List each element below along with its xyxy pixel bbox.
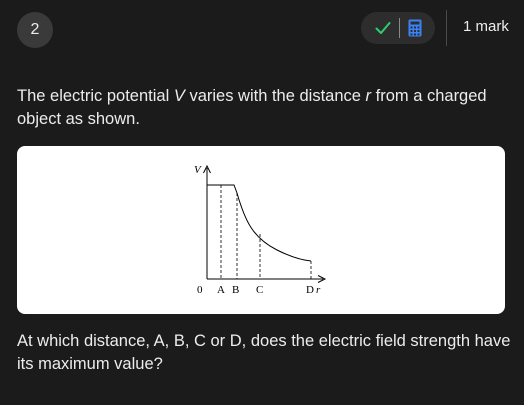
point-label-c: C [256,284,264,296]
check-icon [375,21,391,35]
origin-label: 0 [197,284,203,296]
calculator-button[interactable] [406,18,424,38]
point-label-b: B [232,284,240,296]
header-divider [446,10,447,46]
point-label-a: A [217,284,225,296]
question-number-badge: 2 [17,12,53,48]
marks-label: 1 mark [463,18,509,35]
potential-graph-figure [17,146,505,314]
x-axis-label: r [316,284,321,296]
potential-graph [17,146,505,314]
tool-separator [399,18,400,38]
check-button[interactable] [361,12,395,44]
point-label-d: D [306,284,314,296]
tool-bar [361,12,435,44]
calculator-icon [408,19,422,37]
question-text: The electric potential V varies with the distance r from a charged object as shown. [17,87,487,128]
potential-curve [207,185,311,261]
question-prompt: At which distance, A, B, C or D, does the electric field strength have its maximum value? [17,332,511,373]
y-axis-label: V [194,164,201,176]
